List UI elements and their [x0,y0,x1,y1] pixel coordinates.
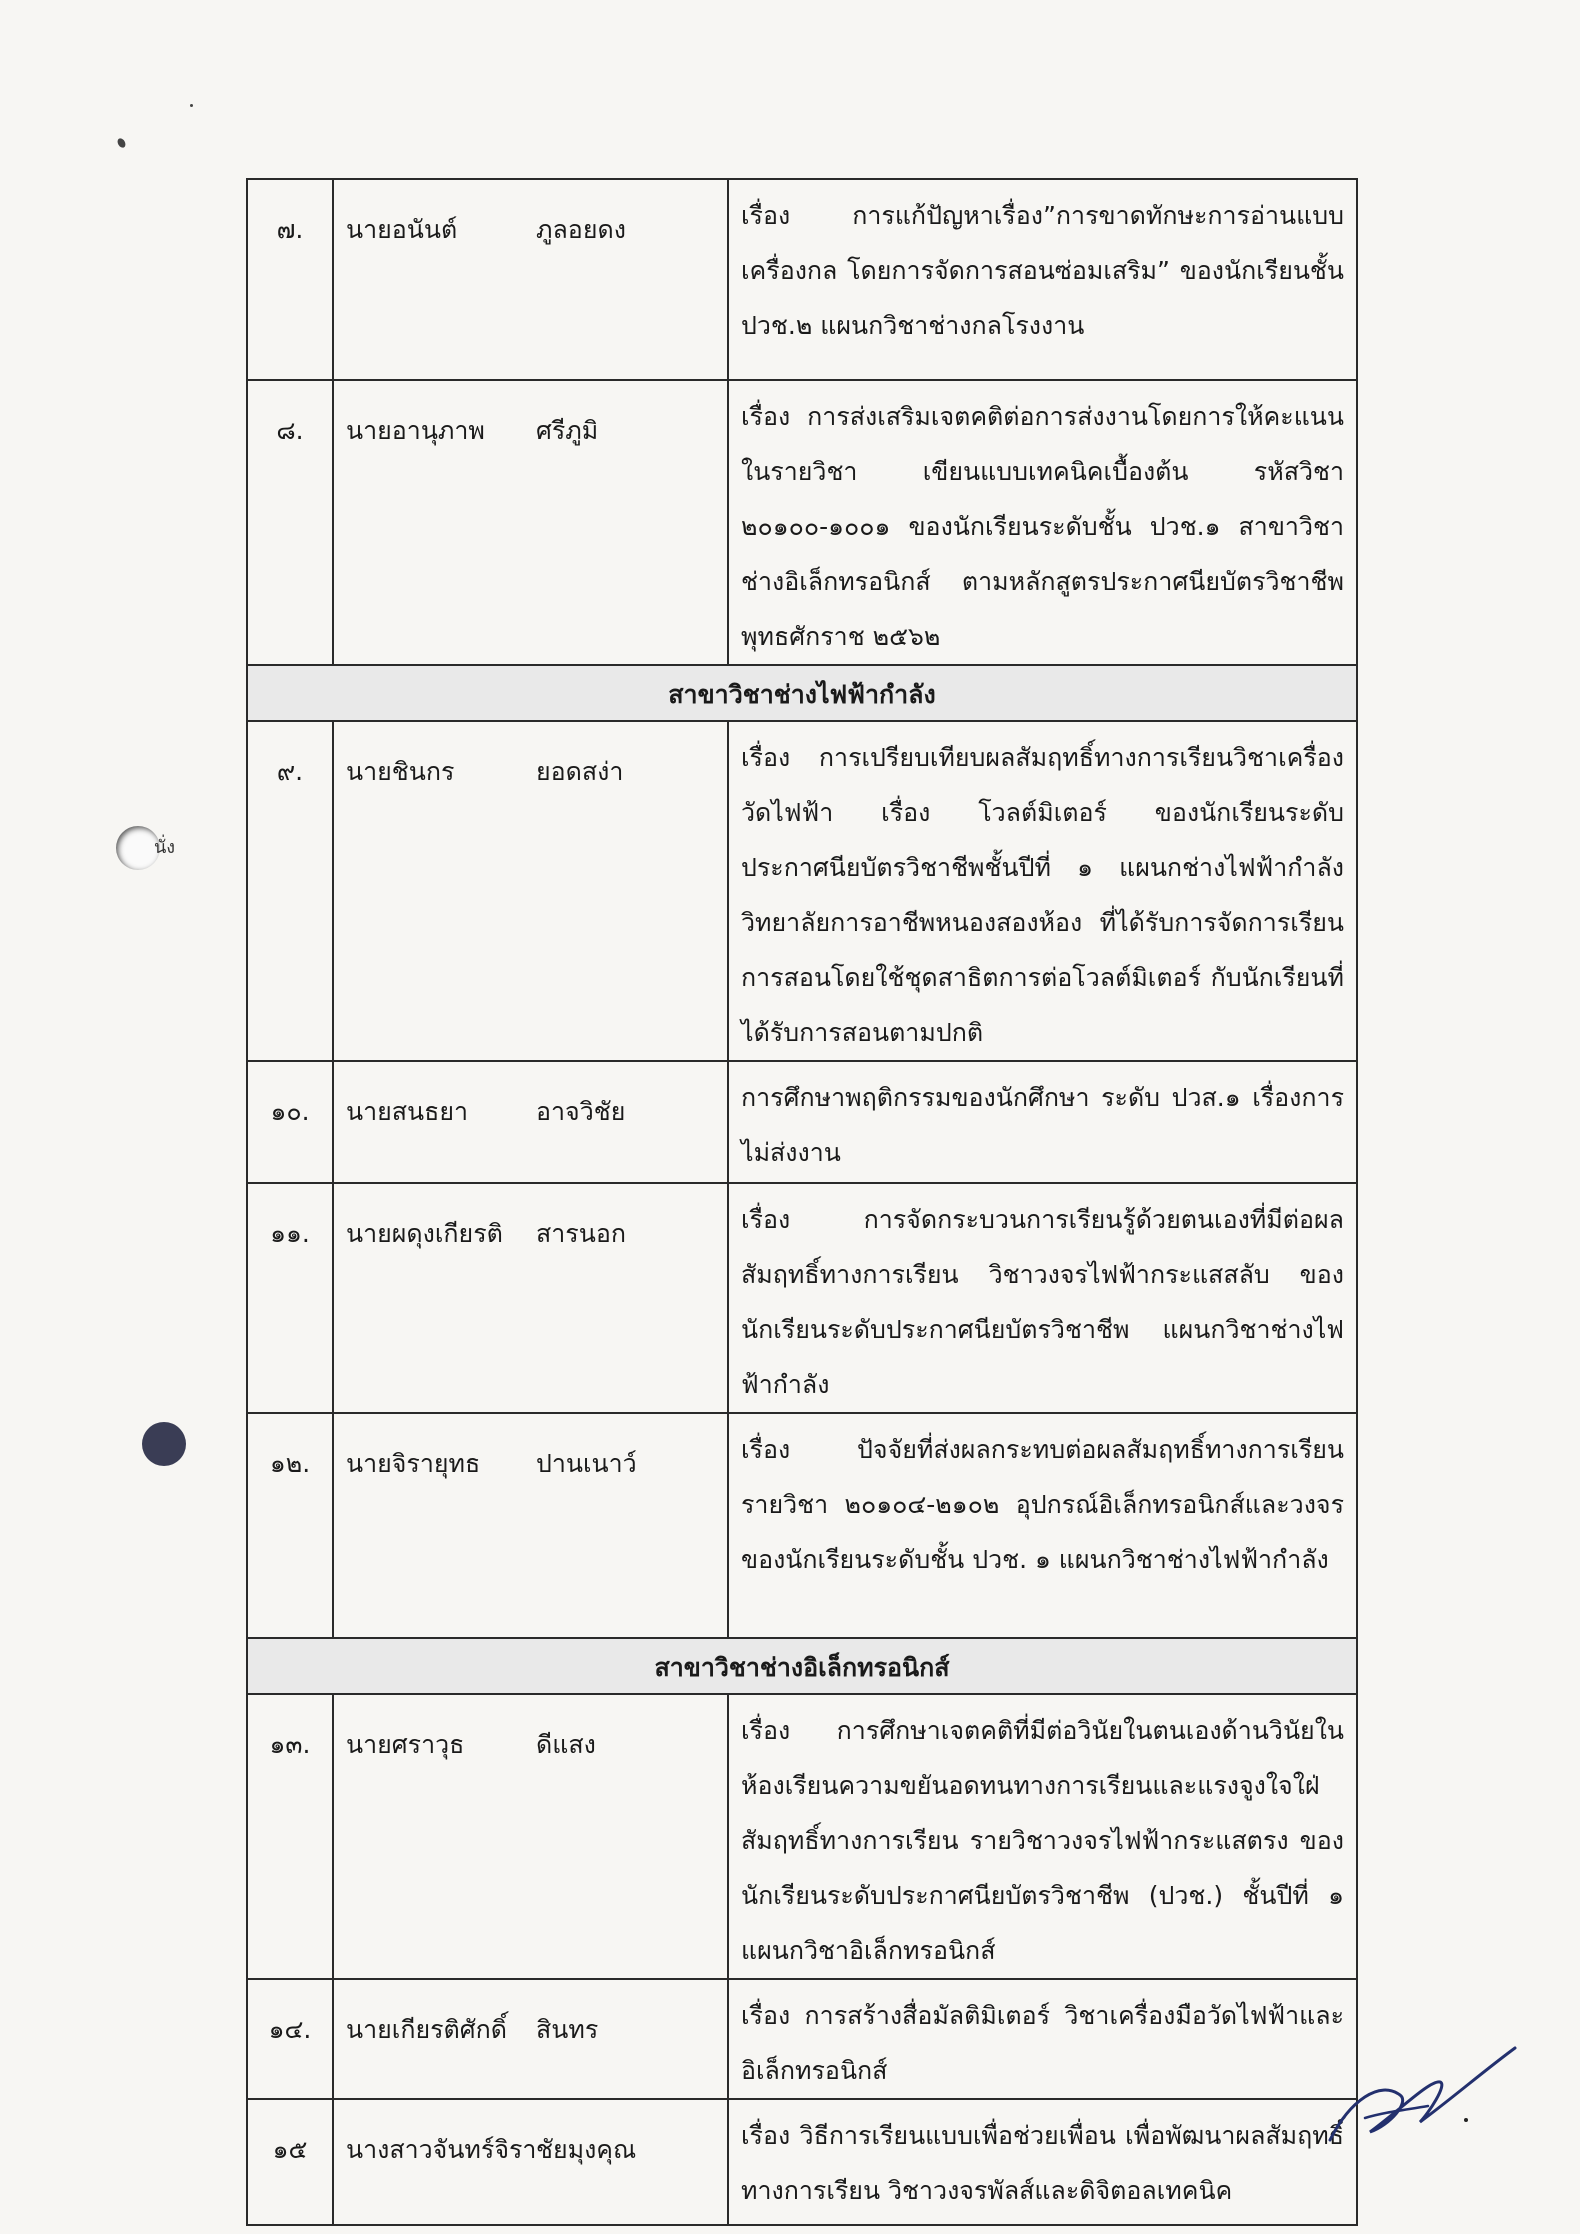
table-row [247,2099,1357,2225]
researcher-name [333,1061,728,1183]
row-number: ๑๒. [247,1413,333,1638]
scan-speck [1464,2118,1468,2122]
last-name: ศรีภูมิ [536,416,599,445]
row-number: ๙. [247,721,333,1061]
research-topic: การศึกษาพฤติกรรมของนักศึกษา ระดับ ปวส.๑ เรื่องการไม่ส่งงาน [728,1061,1357,1183]
scan-speck [116,137,127,149]
last-name: ปานเนาว์ [536,1449,637,1478]
last-name: ภูลอยดง [536,215,626,244]
row-number: ๑๑. [247,1183,333,1413]
first-name: นายสนธยา [346,1097,469,1126]
table-row [247,1183,1357,1413]
researcher-name [333,721,728,1061]
researcher-name [333,380,728,665]
table-row [247,179,1357,380]
first-name: นายอนันต์ [346,215,458,244]
table-row [247,1979,1357,2099]
row-number: ๑๕ [247,2099,333,2225]
researcher-name [333,179,728,380]
researcher-name [333,2099,728,2225]
last-name: อาจวิชัย [536,1097,626,1126]
scan-speck [190,104,193,107]
last-name: สารนอก [536,1219,626,1248]
section-header [247,1638,1357,1694]
researcher-name [333,1979,728,2099]
table-row [247,1694,1357,1979]
table-row [247,721,1357,1061]
research-topic: เรื่อง การสร้างสื่อมัลติมิเตอร์ วิชาเครื่องมือวัดไฟฟ้าและอิเล็กทรอนิกส์ [728,1979,1357,2099]
researcher-name [333,1183,728,1413]
margin-note: นั่ง [154,837,176,858]
row-number: ๑๐. [247,1061,333,1183]
handwritten-signature [1310,2040,1530,2150]
row-number: ๑๔. [247,1979,333,2099]
research-topic: เรื่อง วิธีการเรียนแบบเพื่อช่วยเพื่อน เพื่อพัฒนาผลสัมฤทธิ์ทางการเรียน วิชาวงจรพัลส์และดิจิตอลเทคนิค [728,2099,1357,2225]
researcher-name [333,1694,728,1979]
section-title: สาขาวิชาช่างไฟฟ้ากำลัง [247,665,1357,721]
punch-hole-bottom [142,1422,186,1466]
research-topic: เรื่อง การส่งเสริมเจตคติต่อการส่งงานโดยการให้คะแนนในรายวิชา เขียนแบบเทคนิคเบื้องต้น รหัสวิชา ๒๐๑๐๐-๑๐๐๑ ของนักเรียนระดับชั้น ปวช.๑ สาขาวิชาช่างอิเล็กทรอนิกส์ ตามหลักสูตรประกาศนียบัตรวิชาชีพ พุทธศักราช ๒๕๖๒ [728,380,1357,665]
last-name: สินทร [536,2015,599,2044]
last-name: ชัยมุงคุณ [536,2135,637,2164]
row-number: ๑๓. [247,1694,333,1979]
first-name: นายผดุงเกียรติ [346,1219,503,1248]
last-name: ดีแสง [536,1730,596,1759]
research-list-table [246,178,1358,2226]
first-name: นายจิรายุทธ [346,1449,481,1478]
first-name: นายเกียรติศักดิ์ [346,2015,508,2044]
first-name: นายชินกร [346,757,455,786]
row-number: ๘. [247,380,333,665]
first-name: นางสาวจันทร์จิรา [346,2135,537,2164]
table-row [247,1413,1357,1638]
researcher-name [333,1413,728,1638]
research-topic: เรื่อง การจัดกระบวนการเรียนรู้ด้วยตนเองที่มีต่อผลสัมฤทธิ์ทางการเรียน วิชาวงจรไฟฟ้ากระแสสลับ ของนักเรียนระดับประกาศนียบัตรวิชาชีพ แผนกวิชาช่างไฟฟ้ากำลัง [728,1183,1357,1413]
section-header [247,665,1357,721]
research-topic: เรื่อง การเปรียบเทียบผลสัมฤทธิ์ทางการเรียนวิชาเครื่องวัดไฟฟ้า เรื่อง โวลต์มิเตอร์ ของนักเรียนระดับประกาศนียบัตรวิชาชีพชั้นปีที่ ๑ แผนกช่างไฟฟ้ากำลัง วิทยาลัยการอาชีพหนองสองห้อง ที่ได้รับการจัดการเรียนการสอนโดยใช้ชุดสาธิตการต่อโวลต์มิเตอร์ กับนักเรียนที่ได้รับการสอนตามปกติ [728,721,1357,1061]
first-name: นายอานุภาพ [346,416,485,445]
research-topic: เรื่อง การแก้ปัญหาเรื่อง”การขาดทักษะการอ่านแบบเครื่องกล โดยการจัดการสอนซ่อมเสริม” ของนักเรียนชั้น ปวช.๒ แผนกวิชาช่างกลโรงงาน [728,179,1357,380]
research-topic: เรื่อง การศึกษาเจตคติที่มีต่อวินัยในตนเองด้านวินัยในห้องเรียนความขยันอดทนทางการเรียนและแรงจูงใจใฝ่สัมฤทธิ์ทางการเรียน รายวิชาวงจรไฟฟ้ากระแสตรง ของนักเรียนระดับประกาศนียบัตรวิชาชีพ (ปวช.) ชั้นปีที่ ๑ แผนกวิชาอิเล็กทรอนิกส์ [728,1694,1357,1979]
table-row [247,380,1357,665]
table-row [247,1061,1357,1183]
last-name: ยอดสง่า [536,757,624,786]
section-title: สาขาวิชาช่างอิเล็กทรอนิกส์ [247,1638,1357,1694]
first-name: นายศราวุธ [346,1730,465,1759]
research-topic: เรื่อง ปัจจัยที่ส่งผลกระทบต่อผลสัมฤทธิ์ทางการเรียนรายวิชา ๒๐๑๐๔-๒๑๐๒ อุปกรณ์อิเล็กทรอนิกส์และวงจรของนักเรียนระดับชั้น ปวช. ๑ แผนกวิชาช่างไฟฟ้ากำลัง [728,1413,1357,1638]
row-number: ๗. [247,179,333,380]
